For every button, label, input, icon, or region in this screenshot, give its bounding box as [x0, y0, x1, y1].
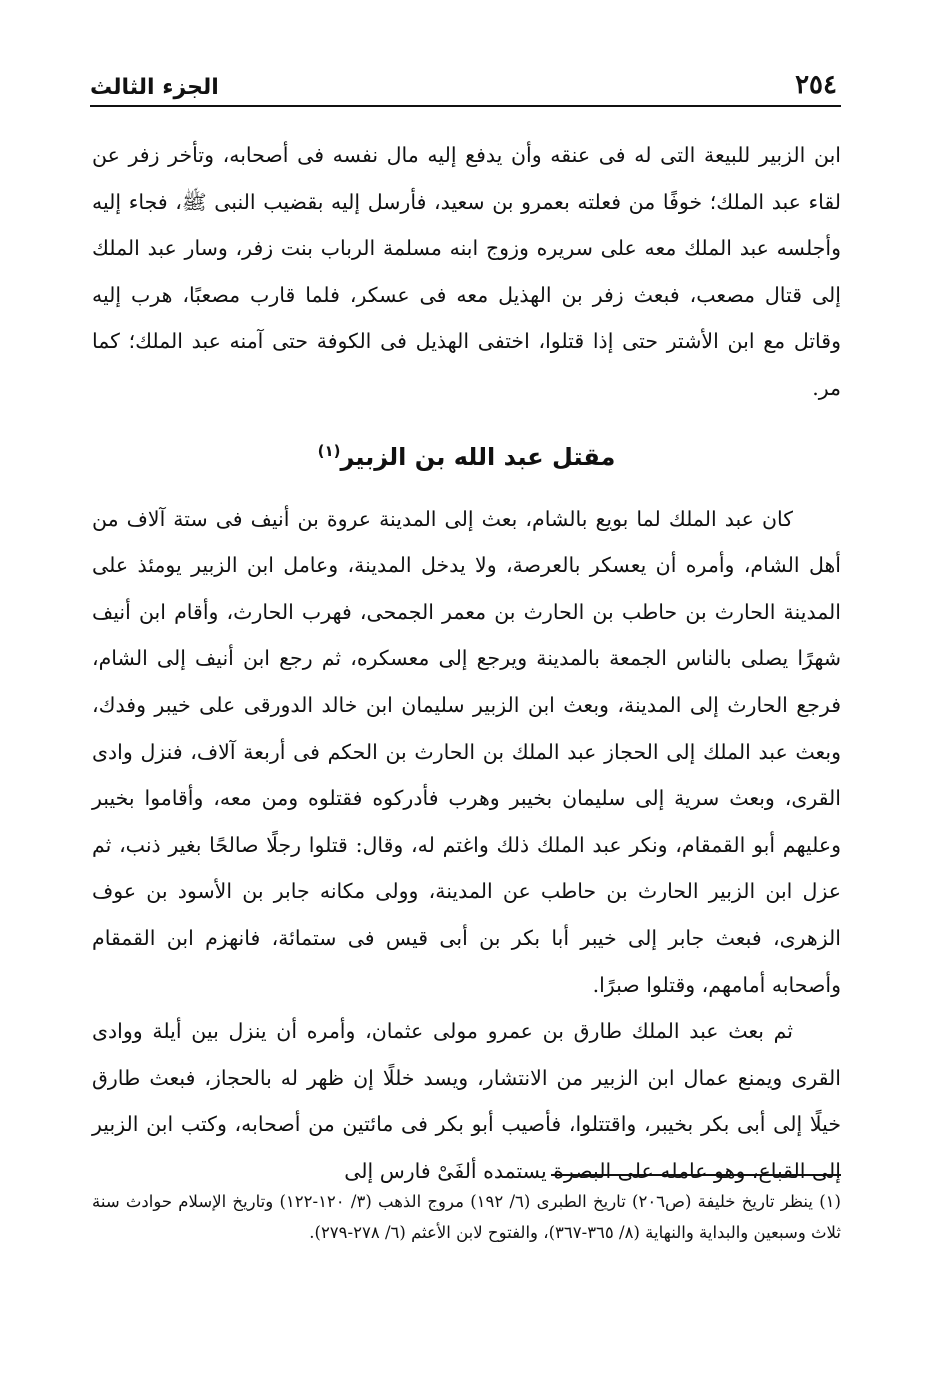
running-head: الجزء الثالث [90, 75, 219, 100]
footnote-rule [551, 1174, 841, 1176]
header-rule [90, 105, 841, 107]
paragraph-3: ثم بعث عبد الملك طارق بن عمرو مولى عثمان، وأمره أن ينزل بين أيلة ووادى القرى ويمنع عمال ابن الزبير من الانتشار، ويسد خللًا إن ظهر له بالحجاز، فبعث طارق خيلًا إلى أبى بكر بخيبر، واقتتلوا، فأصيب أبو بكر فى مائتين من أصحابه، وكتب ابن الزبير إلى القباع، وهو عامله على البصرة يستمده ألفَىْ فارس إلى [92, 1019, 841, 1183]
paragraph-2: كان عبد الملك لما بويع بالشام، بعث إلى المدينة عروة بن أنيف فى ستة آلاف من أهل الشام، وأمره أن يعسكر بالعرصة، ولا يدخل المدينة، وعامل ابن الزبير يومئذ على المدينة الحارث بن حاطب بن الحارث بن معمر الجمحى، فهرب الحارث، وأقام ابن أنيف شهرًا يصلى بالناس الجمعة بالمدينة ويرجع إلى معسكره، ثم رجع ابن أنيف إلى الشام، فرجع الحارث إلى المدينة، وبعث ابن الزبير سليمان ابن خالد الدورقى على خيبر وفدك، وبعث عبد الملك إلى الحجاز عبد الملك بن الحارث بن الحكم فى أربعة آلاف، فنزل وادى القرى، وبعث سرية إلى سليمان بخيبر وهرب فأدركوه فقتلوه ومن معه، وأقاموا بخيبر وعليهم أبو القمقام، ونكر عبد الملك ذلك واغتم له، وقال: قتلوا رجلًا صالحًا بغير ذنب، ثم عزل ابن الزبير الحارث بن حاطب عن المدينة، وولى مكانه جابر بن الأسود بن عوف الزهرى، فبعث جابر إلى خيبر أبا بكر بن أبى قيس فى ستمائة، فانهزم ابن القمقام وأصحابه أمامهم، وقتلوا صبرًا. [92, 506, 841, 997]
page-header [90, 60, 837, 100]
page-number: ٢٥٤ [795, 70, 837, 100]
footnote-text: (١) ينظر تاريخ خليفة (ص٢٠٦) تاريخ الطبرى (٦/ ١٩٢) مروج الذهب (٣/ ١٢٠-١٢٢) وتاريخ الإسلام حوادث سنة ثلاث وسبعين والبداية والنهاية (٨/ ٣٦٥-٣٦٧)، والفتوح لابن الأعثم (٦/ ٢٧٨-٢٧٩). [92, 1192, 841, 1242]
footnote-reference: (١) [317, 441, 341, 460]
footnote [92, 1186, 841, 1248]
main-text [92, 132, 841, 1194]
section-heading-text: مقتل عبد الله بن الزبير [340, 442, 616, 471]
paragraph-1: ابن الزبير للبيعة التى له فى عنقه وأن يدفع إليه مال نفسه فى أصحابه، وتأخر زفر عن لقاء عبد الملك؛ خوفًا من فعلته بعمرو بن سعيد، فأرسل إليه بقضيب النبى ﷺ، فجاء إليه وأجلسه عبد الملك معه على سريره وزوج ابنه مسلمة الرباب بنت زفر، وسار عبد الملك إلى قتال مصعب، فبعث زفر بن الهذيل معه فى عسكر، فلما قارب مصعبًا، هرب إليه وقاتل مع ابن الأشتر حتى إذا قتلوا، اختفى الهذيل فى الكوفة حتى آمنه عبد الملك؛ كما مر. [92, 143, 841, 400]
section-heading [92, 412, 841, 496]
